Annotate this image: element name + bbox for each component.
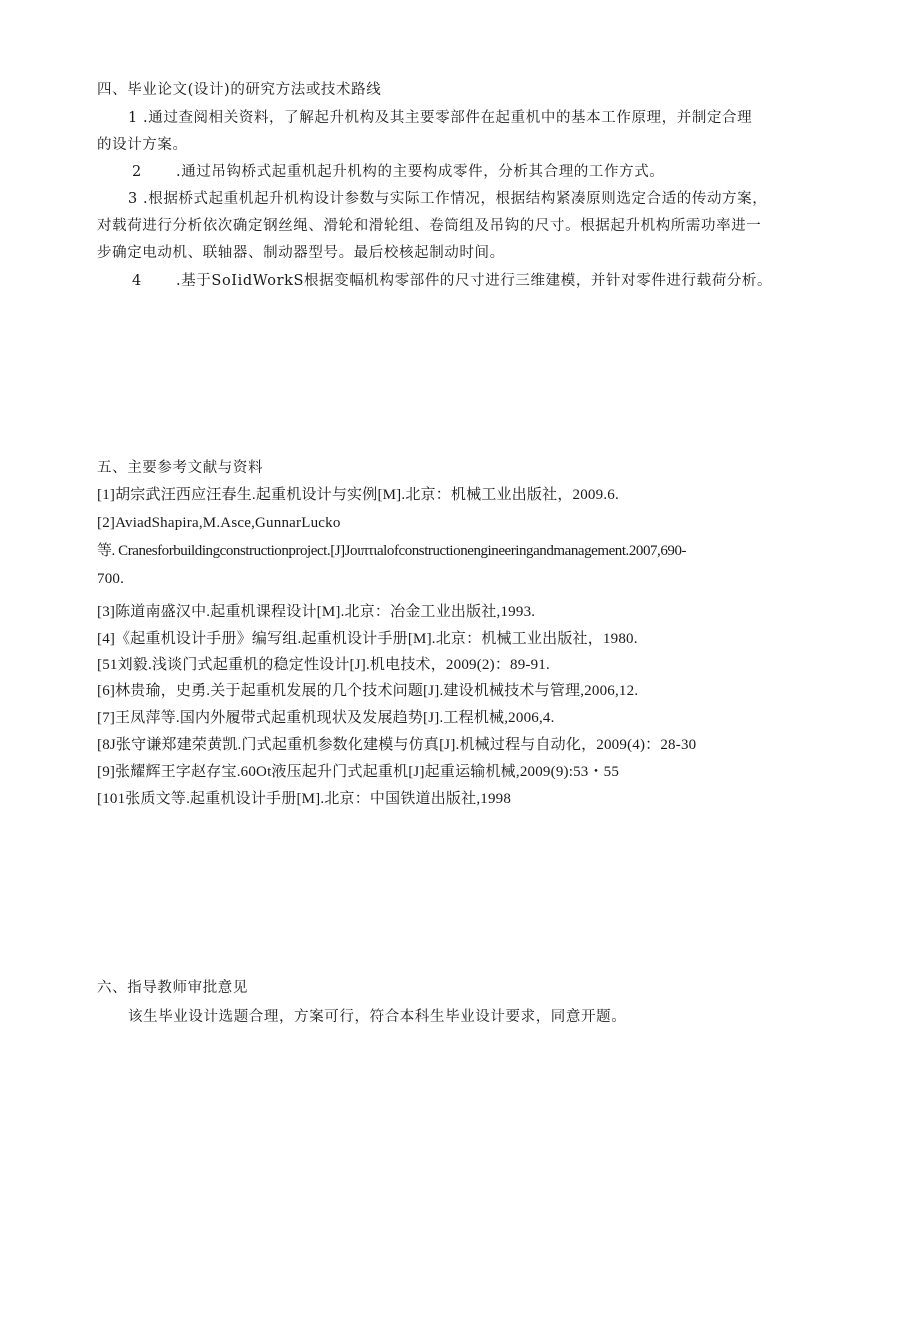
method-item-4-number: 4 — [132, 273, 142, 289]
method-item-2-text: .通过吊钩桥式起重机起升机构的主要构成零件，分析其合理的工作方式。 — [176, 164, 665, 180]
reference-1: [1]胡宗武汪西应汪春生.起重机设计与实例[M].北京：机械工业出版社，2009.6. — [97, 487, 619, 503]
reference-5: [51刘毅.浅谈门式起重机的稳定性设计[J].机电技术，2009(2)：89-91. — [97, 657, 550, 673]
section-6-heading: 六、指导教师审批意见 — [97, 980, 248, 996]
reference-7: [7]王凤萍等.国内外履带式起重机现状及发展趋势[J].工程机械,2006,4. — [97, 710, 555, 726]
reference-2-line-2: 等. Cranesforbuildingconstructionproject.[J]Joιπτιalofconstructionengineeringandmanagement.2007,690- — [97, 543, 687, 559]
reference-3: [3]陈道南盛汉中.起重机课程设计[M].北京：冶金工业出版社,1993. — [97, 604, 536, 620]
reference-2-line-3: 700. — [97, 571, 125, 587]
reference-9: [9]张耀辉王字赵存宝.60Ot液压起升门式起重机[J]起重运输机械,2009(9):53・55 — [97, 764, 620, 780]
section-4-heading: 四、毕业论文(设计)的研究方法或技术路线 — [97, 82, 382, 98]
reference-4: [4]《起重机设计手册》编写组.起重机设计手册[M].北京：机械工业出版社，1980. — [97, 631, 638, 647]
reference-2-line-1: [2]AviadShapira,M.Asce,GunnarLucko — [97, 515, 341, 531]
reference-10: [101张质文等.起重机设计手册[M].北京：中国铁道出版社,1998 — [97, 791, 512, 807]
method-item-2-number: 2 — [132, 164, 142, 180]
method-item-1-line-2: 的设计方案。 — [97, 137, 188, 153]
advisor-opinion: 该生毕业设计选题合理，方案可行，符合本科生毕业设计要求，同意开题。 — [128, 1009, 627, 1025]
method-item-3-line-1: 3 .根据桥式起重机起升机构设计参数与实际工作情况，根据结构紧凑原则选定合适的传动方案， — [128, 191, 768, 207]
method-item-3-line-3: 步确定电动机、联轴器、制动器型号。最后校核起制动时间。 — [97, 245, 505, 261]
method-item-4-text: .基于SoIidWorkS根据变幅机构零部件的尺寸进行三维建模，并针对零件进行载荷分析。 — [176, 273, 773, 289]
reference-6: [6]林贵瑜，史勇.关于起重机发展的几个技术问题[J].建设机械技术与管理,2006,12. — [97, 683, 639, 699]
reference-8: [8J张守谦郑建荣黄凯.门式起重机参数化建模与仿真[J].机械过程与自动化，2009(4)：28-30 — [97, 737, 697, 753]
method-item-1-line-1: 1 .通过查阅相关资料，了解起升机构及其主要零部件在起重机中的基本工作原理，并制定合理 — [128, 110, 753, 126]
method-item-3-line-2: 对载荷进行分析依次确定钢丝绳、滑轮和滑轮组、卷筒组及吊钩的尺寸。根据起升机构所需功率进一 — [97, 218, 762, 234]
section-5-heading: 五、主要参考文献与资料 — [97, 460, 264, 476]
